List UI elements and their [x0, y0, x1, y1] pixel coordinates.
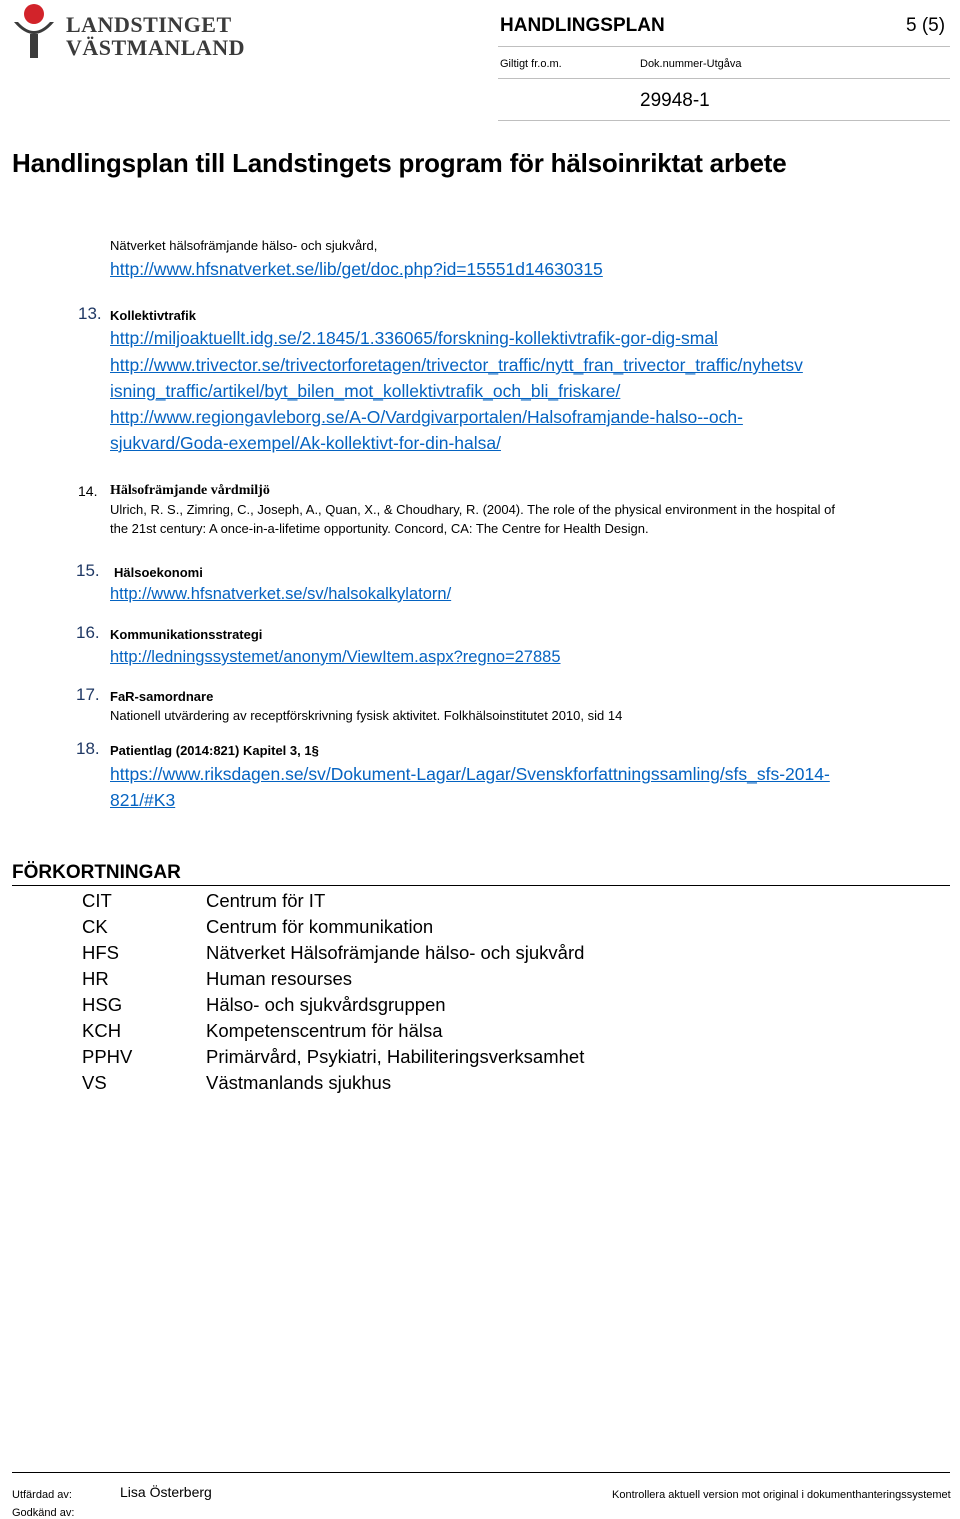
page-number: 5 (5) [906, 15, 946, 36]
section-13-link-1[interactable]: http://miljoaktuellt.idg.se/2.1845/1.336065/forskning-kollektivtrafik-gor-dig-smal [110, 328, 718, 348]
document-number-label: Dok.nummer-Utgåva [640, 58, 742, 70]
abbreviation-meaning: Human resourses [206, 968, 353, 989]
footer-rule [12, 1472, 950, 1473]
abbreviation-code: KCH [82, 1020, 122, 1041]
section-number-13: 13. [78, 304, 102, 323]
issued-by-name: Lisa Österberg [120, 1484, 212, 1500]
valid-from-label: Giltigt fr.o.m. [500, 58, 562, 70]
abbreviations-heading: FÖRKORTNINGAR [12, 862, 181, 883]
section-number-15: 15. [76, 561, 100, 580]
header-divider [498, 120, 950, 121]
section-heading-16: Kommunikationsstrategi [110, 627, 263, 642]
abbreviation-meaning: Hälso- och sjukvårdsgruppen [206, 994, 446, 1015]
page-title: Handlingsplan till Landstingets program för hälsoinriktat arbete [12, 148, 787, 178]
organization-logo [10, 2, 246, 60]
abbreviation-code: HR [82, 968, 109, 989]
logo-emblem-icon [10, 2, 66, 60]
abbreviation-meaning: Centrum för kommunikation [206, 916, 434, 937]
section-heading-18: Patientlag (2014:821) Kapitel 3, 1§ [110, 743, 319, 758]
section-18-link-line-2[interactable]: 821/#K3 [110, 790, 176, 810]
header-divider [498, 46, 950, 47]
section-14-reference-line-2: the 21st century: A once-in-a-lifetime opportunity. Concord, CA: The Centre for Health Design. [110, 521, 649, 536]
abbreviation-meaning: Primärvård, Psykiatri, Habiliteringsverksamhet [206, 1046, 585, 1067]
section-15-link[interactable]: http://www.hfsnatverket.se/sv/halsokalkylatorn/ [110, 585, 452, 603]
issued-by-label: Utfärdad av: [12, 1489, 72, 1501]
section-16-link[interactable]: http://ledningssystemet/anonym/ViewItem.aspx?regno=27885 [110, 648, 561, 666]
abbreviations-rule [12, 885, 950, 886]
section-heading-15: Hälsoekonomi [114, 565, 203, 580]
intro-link[interactable]: http://www.hfsnatverket.se/lib/get/doc.php?id=15551d14630315 [110, 259, 603, 279]
abbreviation-code: PPHV [82, 1046, 133, 1067]
version-check-note: Kontrollera aktuell version mot original i dokumenthanteringssystemet [612, 1489, 951, 1501]
abbreviation-meaning: Kompetenscentrum för hälsa [206, 1020, 443, 1041]
header-divider [498, 78, 950, 79]
abbreviation-code: HFS [82, 942, 119, 963]
section-heading-13: Kollektivtrafik [110, 308, 196, 323]
abbreviation-code: CK [82, 916, 108, 937]
section-number-17: 17. [76, 685, 100, 704]
abbreviation-meaning: Nätverket Hälsofrämjande hälso- och sjukvård [206, 942, 585, 963]
document-type: HANDLINGSPLAN [500, 15, 665, 36]
document-number-value: 29948-1 [640, 90, 710, 111]
logo-line-2: VÄSTMANLAND [66, 35, 246, 60]
abbreviation-code: HSG [82, 994, 123, 1015]
abbreviation-meaning: Centrum för IT [206, 890, 326, 911]
section-number-18: 18. [76, 739, 100, 758]
section-18-link-line-1[interactable]: https://www.riksdagen.se/sv/Dokument-Lagar/Lagar/Svenskforfattningssamling/sfs_sfs-2014- [110, 764, 830, 784]
section-number-14: 14. [78, 483, 98, 499]
section-number-16: 16. [76, 623, 100, 642]
section-17-reference: Nationell utvärdering av receptförskrivning fysisk aktivitet. Folkhälsoinstitutet 2010, sid 14 [110, 708, 623, 723]
section-14-reference-line-1: Ulrich, R. S., Zimring, C., Joseph, A., Quan, X., & Choudhary, R. (2004). The role of the physical environment in the hospital of [110, 502, 835, 517]
approved-by-label: Godkänd av: [12, 1507, 75, 1519]
intro-text: Nätverket hälsofrämjande hälso- och sjukvård, [110, 238, 378, 253]
section-13-link-2-line-1[interactable]: http://www.trivector.se/trivectorforetagen/trivector_traffic/nytt_fran_trivector_traffic/nyhetsv [110, 355, 803, 375]
abbreviation-code: CIT [82, 890, 112, 911]
section-heading-17: FaR-samordnare [110, 689, 214, 704]
abbreviation-code: VS [82, 1072, 107, 1093]
section-13-link-3-line-2[interactable]: sjukvard/Goda-exempel/Ak-kollektivt-for-din-halsa/ [110, 433, 501, 453]
abbreviation-meaning: Västmanlands sjukhus [206, 1072, 392, 1093]
logo-line-1: LANDSTINGET [66, 12, 232, 37]
section-13-link-2-line-2[interactable]: isning_traffic/artikel/byt_bilen_mot_kollektivtrafik_och_bli_friskare/ [110, 381, 621, 401]
section-13-link-3-line-1[interactable]: http://www.regiongavleborg.se/A-O/Vardgivarportalen/Halsoframjande-halso--och- [110, 407, 743, 427]
section-heading-14: Hälsofrämjande vårdmiljö [110, 483, 270, 498]
